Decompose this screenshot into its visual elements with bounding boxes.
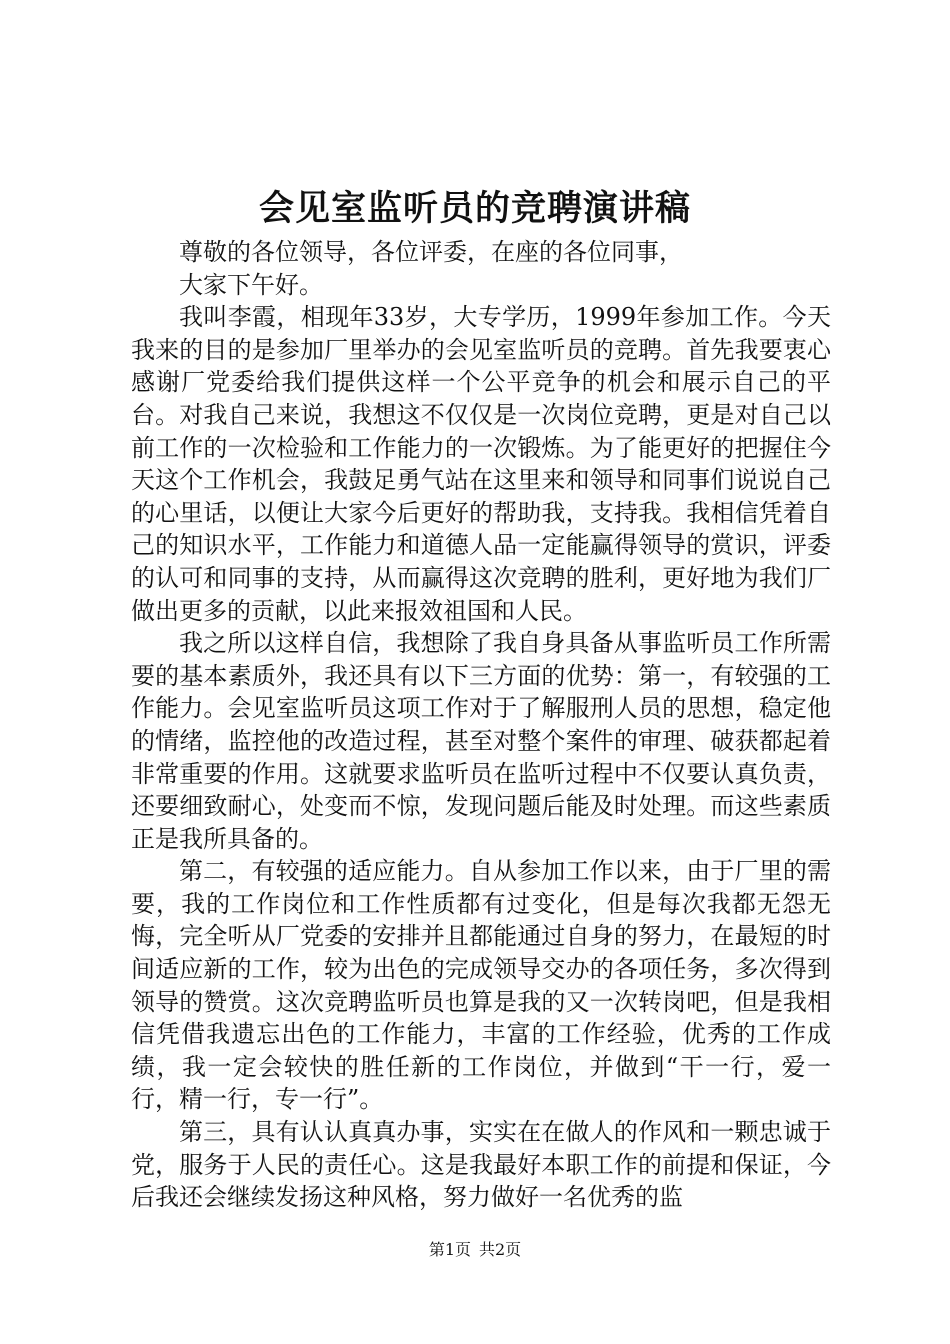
paragraph-salutation: 尊敬的各位领导，各位评委，在座的各位同事，	[179, 238, 683, 266]
paragraph-greeting: 大家下午好。	[179, 270, 323, 299]
paragraph-introduction: 我叫李霞，相现年33岁，大专学历，1999年参加工作。今天我来的目的是参加厂里举办的会见室监听员的竞聘。首先我要衷心感谢厂党委给我们提供这样一个公平竞争的机会和展示自己的平台。对我自己来说，我想这不仅仅是一次岗位竞聘，更是对自己以前工作的一次检验和工作能力的一次锻炼。为了能更好的把握住今天这个工作机会，我鼓足勇气站在这里来和领导和同事们说说自己的心里话，以便让大家今后更好的帮助我，支持我。我相信凭着自己的知识水平，工作能力和道德人品一定能赢得领导的赏识，评委的认可和同事的支持，从而赢得这次竞聘的胜利，更好地为我们厂做出更多的贡献，以此来报效祖国和人民。	[131, 303, 831, 625]
paragraph-second-advantage: 第二，有较强的适应能力。自从参加工作以来，由于厂里的需要，我的工作岗位和工作性质都有过变化，但是每次我都无怨无悔，完全听从厂党委的安排并且都能通过自身的努力，在最短的时间适应新的工作，较为出色的完成领导交办的各项任务，多次得到领导的赞赏。这次竞聘监听员也算是我的又一次转岗吧，但是我相信凭借我遗忘出色的工作能力，丰富的工作经验，优秀的工作成绩，我一定会较快的胜任新的工作岗位，并做到“干一行，爱一行，精一行，专一行”。	[131, 857, 831, 1114]
page-footer	[0, 1238, 950, 1262]
paragraph-third-advantage: 第三，具有认认真真办事，实实在在做人的作风和一颗忠诚于党，服务于人民的责任心。这是我最好本职工作的前提和保证，今后我还会继续发扬这种风格，努力做好一名优秀的监	[131, 1118, 831, 1212]
document-title: 会见室监听员的竞聘演讲稿	[258, 188, 691, 229]
paragraph-first-advantage: 我之所以这样自信，我想除了我自身具备从事监听员工作所需要的基本素质外，我还具有以下三方面的优势：第一，有较强的工作能力。会见室监听员这项工作对于了解服刑人员的思想，稳定他的情绪，监控他的改造过程，甚至对整个案件的审理、破获都起着非常重要的作用。这就要求监听员在监听过程中不仅要认真负责，还要细致耐心，处变而不惊，发现问题后能及时处理。而这些素质正是我所具备的。	[131, 629, 831, 853]
page-total: 共2页	[479, 1240, 522, 1259]
page-number: 第1页	[428, 1240, 471, 1259]
document-body	[131, 236, 831, 1214]
